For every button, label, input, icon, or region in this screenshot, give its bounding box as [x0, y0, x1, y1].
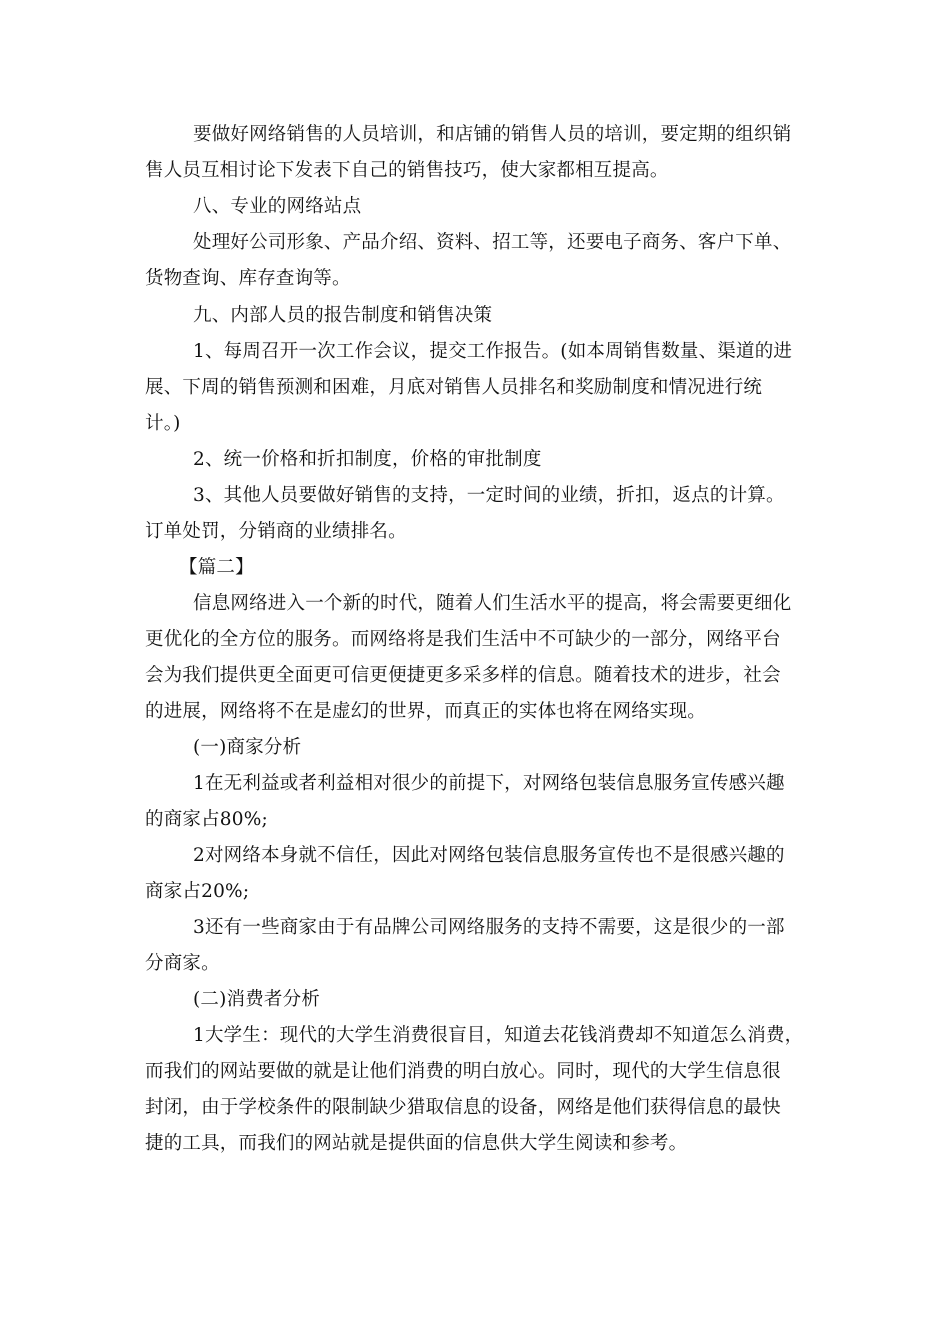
- paragraph-line: 订单处罚，分销商的业绩排名。: [145, 521, 407, 542]
- paragraph-line: 会为我们提供更全面更可信更便捷更多采多样的信息。随着技术的进步，社会: [145, 665, 781, 686]
- paragraph-line: 3、其他人员要做好销售的支持，一定时间的业绩，折扣，返点的计算。: [193, 485, 785, 506]
- paragraph-line: 而我们的网站要做的就是让他们消费的明白放心。同时，现代的大学生信息很: [145, 1061, 781, 1082]
- paragraph-line: 捷的工具，而我们的网站就是提供面的信息供大学生阅读和参考。: [145, 1133, 688, 1154]
- paragraph-line: 要做好网络销售的人员培训，和店铺的销售人员的培训，要定期的组织销: [193, 124, 792, 145]
- paragraph-line: 处理好公司形象、产品介绍、资料、招工等，还要电子商务、客户下单、: [193, 232, 792, 253]
- paragraph-line: 2对网络本身就不信任，因此对网络包装信息服务宣传也不是很感兴趣的: [193, 845, 785, 866]
- paragraph-line: 的进展，网络将不在是虚幻的世界，而真正的实体也将在网络实现。: [145, 701, 707, 722]
- paragraph-line: 计。): [145, 413, 181, 434]
- paragraph-line: 封闭，由于学校条件的限制缺少猎取信息的设备，网络是他们获得信息的最快: [145, 1097, 781, 1118]
- paragraph-line: 信息网络进入一个新的时代，随着人们生活水平的提高，将会需要更细化: [193, 593, 792, 614]
- section-heading: (一)商家分析: [193, 737, 302, 758]
- paragraph-line: 的商家占80%;: [145, 809, 268, 830]
- paragraph-line: 货物查询、库存查询等。: [145, 268, 351, 289]
- section-heading: 八、专业的网络站点: [193, 196, 362, 217]
- section-heading: 九、内部人员的报告制度和销售决策: [193, 305, 493, 326]
- paragraph-line: 3还有一些商家由于有品牌公司网络服务的支持不需要，这是很少的一部: [193, 917, 785, 938]
- paragraph-line: 1在无利益或者利益相对很少的前提下，对网络包装信息服务宣传感兴趣: [193, 773, 785, 794]
- paragraph-line: 售人员互相讨论下发表下自己的销售技巧，使大家都相互提高。: [145, 160, 669, 181]
- paragraph-line: 1大学生：现代的大学生消费很盲目，知道去花钱消费却不知道怎么消费，: [193, 1025, 804, 1046]
- paragraph-line: 分商家。: [145, 953, 220, 974]
- section-heading: (二)消费者分析: [193, 989, 321, 1010]
- paragraph-line: 1、每周召开一次工作会议，提交工作报告。(如本周销售数量、渠道的进: [193, 341, 793, 362]
- paragraph-line: 2、统一价格和折扣制度，价格的审批制度: [193, 449, 542, 470]
- paragraph-line: 商家占20%;: [145, 881, 250, 902]
- paragraph-line: 更优化的全方位的服务。而网络将是我们生活中不可缺少的一部分，网络平台: [145, 629, 781, 650]
- part-heading: 【篇二】: [179, 557, 254, 578]
- paragraph-line: 展、下周的销售预测和困难，月底对销售人员排名和奖励制度和情况进行统: [145, 377, 763, 398]
